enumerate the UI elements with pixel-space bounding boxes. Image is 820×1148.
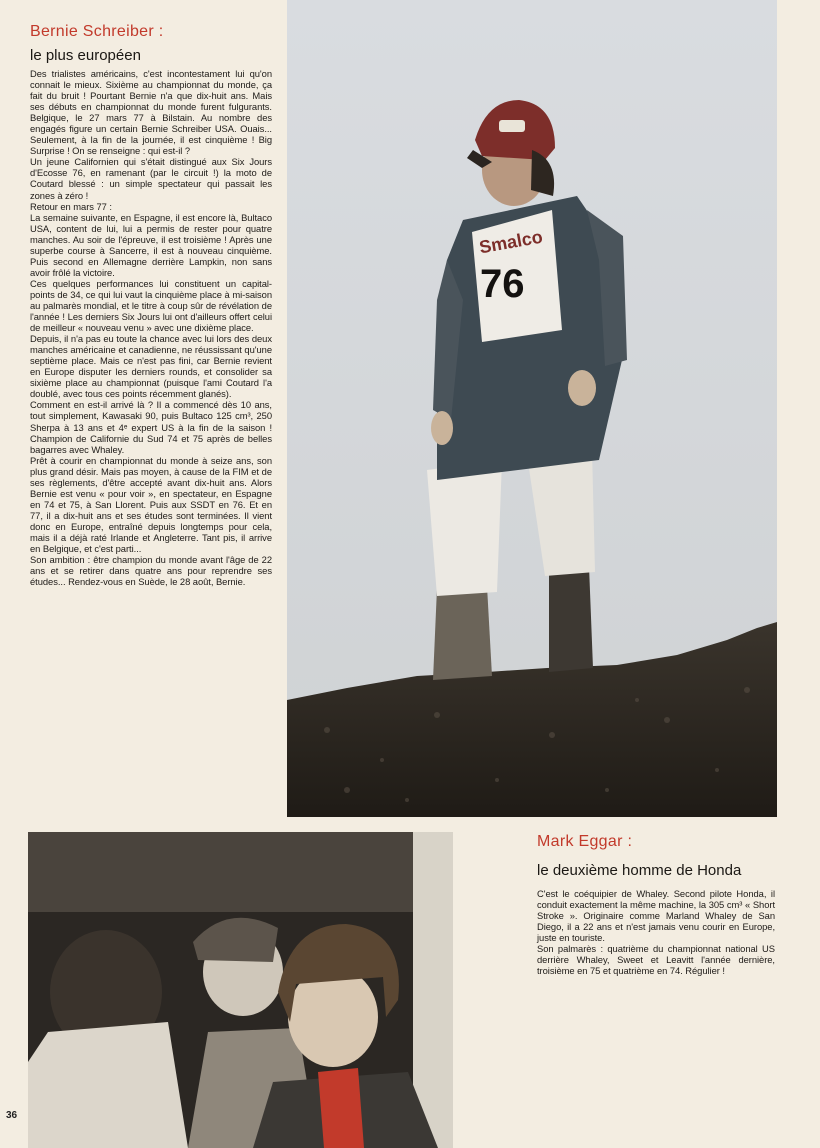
paragraph: La semaine suivante, en Espagne, il est encore là, Bultaco USA, content de lui, lui a permis de rester pour quatre manches. Au soir de l'épreuve, il est troisième ! Après une superbe course à Sancerre, il est à nouveau cinquième. Puis second en Allemagne derrière Lampkin, non sans avoir frôlé la victoire.	[30, 211, 272, 278]
article-subtitle: le deuxième homme de Honda	[537, 862, 742, 879]
paddock-photo	[28, 832, 453, 1148]
paragraph: Des trialistes américains, c'est incontestament lui qu'on connait le mieux. Sixième au championnat du monde, ça fait du bruit ! Pourtant Bernie n'a que dix-huit ans. Mais ses débuts en championnat du monde furent fulgurants. Belgique, le 27 mars 77 à Bilstain. Au nombre des engagés figure un certain Bernie Schreiber USA. Ouais... Seulement, à la fin de la journée, il est cinquième ! Big Surprise ! On se renseigne : qui est-il ?	[30, 68, 272, 157]
rider-photo	[287, 0, 777, 817]
article-subtitle: le plus européen	[30, 47, 141, 64]
article-body	[537, 888, 775, 976]
article-title: Bernie Schreiber :	[30, 23, 164, 40]
jersey-text: Smalco	[477, 226, 545, 258]
article-title: Mark Eggar :	[537, 833, 633, 850]
paragraph: Prêt à courir en championnat du monde à seize ans, son plus grand désir. Mais pas moyen, à cause de la FIM et de ses règlements, d'être accepté avant dix-huit ans. Alors Bernie est venu « pour voir », en spectateur, en Espagne en 74 et 75, à San Llorent. Puis aux SSDT en 76. Et en 77, il a dix-huit ans et ses études sont terminées. Il vient donc en Europe, entraîné depuis longtemps pour cela, mais il a déjà raté Irlande et Angleterre. Tant pis, il arrive en Belgique, et c'est parti...	[30, 454, 272, 555]
paragraph: C'est le coéquipier de Whaley. Second pilote Honda, il conduit exactement la même machine, la 305 cm³ « Short Stroke ». Originaire comme Marland Whaley de San Diego, il a 22 ans et n'est jamais venu courir en Europe, juste en touriste.	[537, 888, 775, 943]
paragraph: Retour en mars 77 :	[30, 200, 112, 212]
article-mark-eggar	[537, 832, 775, 976]
paragraph: Comment en est-il arrivé là ? Il a commencé dès 10 ans, tout simplement, Kawasaki 90, puis Bultaco 125 cm³, 250 Sherpa à 13 ans et 4ᵉ expert US à la fin de la saison ! Champion de Californie du Sud 74 et 75 après de belles bagarres avec Whaley.	[30, 399, 272, 455]
rider-illustration	[287, 0, 777, 817]
bib-number: 76	[480, 262, 525, 306]
article-body	[30, 68, 272, 587]
paragraph: Son palmarès : quatrième du championnat national US derrière Whaley, Sweet et Leavitt l'année dernière, troisième en 75 et quatrième en 74. Régulier !	[537, 943, 775, 976]
paragraph: Un jeune Californien qui s'était distingué aux Six Jours d'Ecosse 76, en ramenant (par le circuit !) la moto de Coutard blessé : un simple spectateur qui passait les zones à zéro !	[30, 156, 272, 201]
article-bernie-schreiber	[30, 22, 272, 587]
paragraph: Depuis, il n'a pas eu toute la chance avec lui lors des deux manches américaine et canadienne, ne réussissant qu'une septième place. Mais ce n'est pas fini, car Bernie revient en Europe disputer les derniers rounds, et consolider sa sixième place au championnat (puisque l'ami Coutard l'a doublé, avec tous ces points récemment glanés).	[30, 333, 272, 400]
page-number: 36	[6, 1110, 18, 1121]
paragraph: Son ambition : être champion du monde avant l'âge de 22 ans et se retirer dans quatre ans pour reprendre ses études... Rendez-vous en Suède, le 28 août, Bernie.	[30, 554, 272, 588]
paddock-illustration	[28, 832, 453, 1148]
paragraph: Ces quelques performances lui constituent un capital-points de 34, ce qui lui vaut la cinquième place à mi-saison au palmarès mondial, et le titre à coup sûr de révélation de l'année ! Les derniers Six Jours lui ont d'ailleurs offert celui de meilleur « nouveau venu » avec une dixième place.	[30, 277, 272, 334]
